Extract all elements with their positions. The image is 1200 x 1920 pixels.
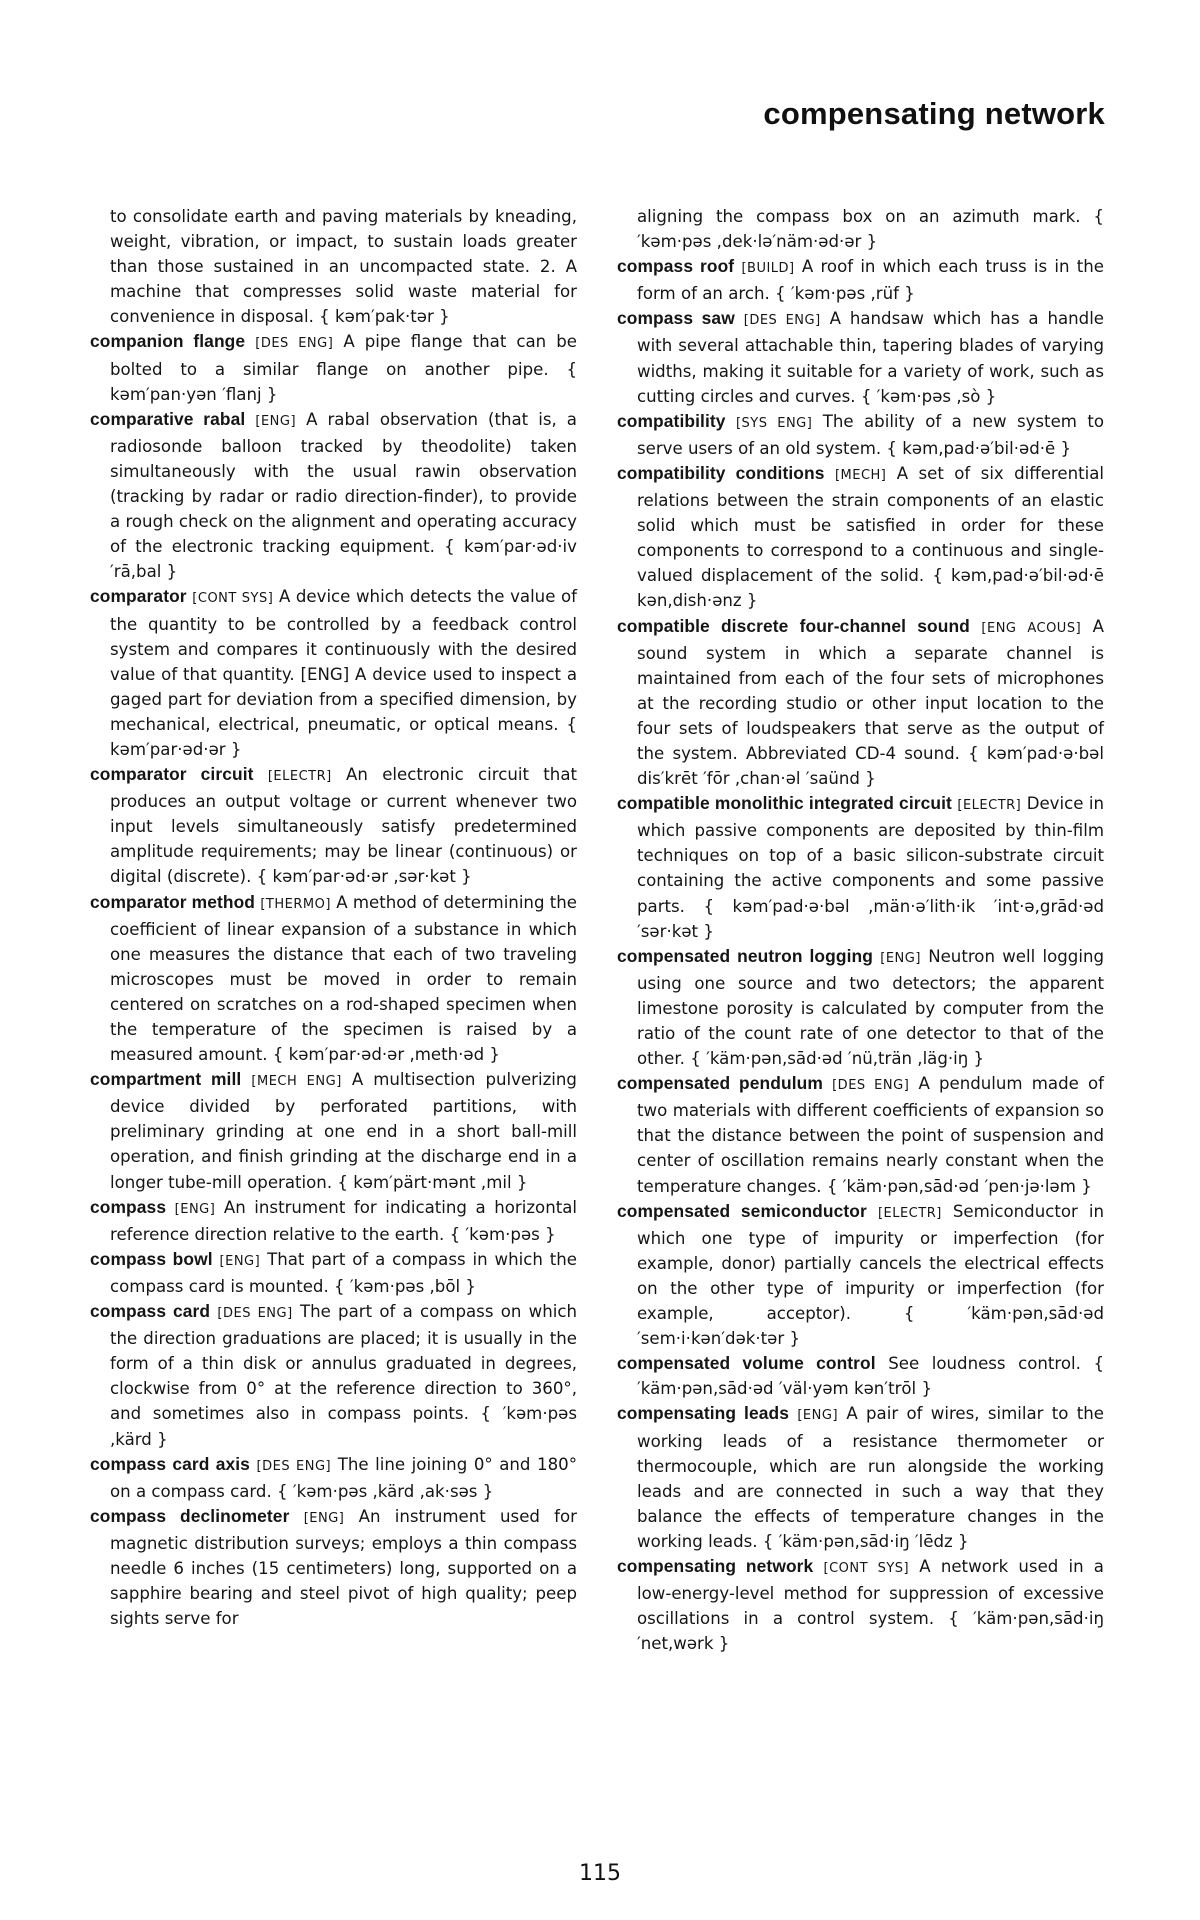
entry-term: comparator circuit: [90, 764, 254, 785]
page-number: 115: [579, 1861, 621, 1886]
entry-definition: A pendulum made of two materials with different coefficients of expansion so that the distance between the point of suspension and center of oscillation remains nearly constant when the temperature changes. { ′käm·pən,sād·əd ′pen·jə·ləm }: [637, 1074, 1105, 1196]
subject-tag: [CONT SYS]: [823, 1560, 910, 1576]
entry-term: compass bowl: [90, 1248, 213, 1269]
dictionary-entry: [617, 306, 1104, 408]
dictionary-entry: [90, 890, 577, 1068]
entry-term: compensated neutron logging: [617, 945, 873, 966]
dictionary-entry: [90, 1504, 577, 1631]
entry-term: compartment mill: [90, 1069, 242, 1090]
entry-definition: A device which detects the value of the quantity to be controlled by a feedback control system and compares it continuously with the desired value of that quantity. [ENG] A device used to inspect a gaged part for deviation from a specified dimension, by mechanical, electrical, pneumatic, or optical means. { kəm′par·əd·ər }: [110, 587, 578, 759]
dictionary-entry: [90, 762, 577, 889]
subject-tag: [DES ENG]: [743, 313, 821, 329]
subject-tag: [THERMO]: [260, 896, 331, 912]
entry-definition: Neutron well logging using one source and two detectors; the apparent limestone porosity is calculated by computer from the ratio of the count rate of one detector to that of the other. { ′käm·pən,sād·əd ′nü,trän ,läg·iŋ }: [637, 946, 1104, 1069]
entry-definition: A roof in which each truss is in the form of an arch. { ′kəm·pəs ,rüf }: [637, 257, 1105, 304]
entry-definition: That part of a compass in which the compass card is mounted. { ′kəm·pəs ,bōl }: [110, 1249, 577, 1296]
entry-term: compensated volume control: [617, 1353, 876, 1374]
entry-term: compass: [90, 1196, 167, 1217]
subject-tag: [ENG]: [219, 1253, 261, 1269]
entry-definition: A pipe flange that can be bolted to a similar flange on another pipe. { kəm′pan·yən ′flanj }: [110, 332, 577, 404]
entry-term: compass saw: [617, 308, 735, 329]
entry-definition: A sound system in which a separate channel is maintained from each of the four sets of microphones at the recording studio or other input location to the four sets of loudspeakers that serve as the output of the system. Abbreviated CD-4 sound. { kəm′pad·ə·bəl dis′krēt ′fōr ,chan·əl ′saünd }: [637, 616, 1105, 789]
left-column: [90, 204, 577, 1631]
entry-definition: A multisection pulverizing device divided by perforated partitions, with preliminary grinding at one end in a short ball-mill operation, and finish grinding at the discharge end in a longer tube-mill operation. { kəm′pärt·mənt ,mil }: [110, 1070, 577, 1192]
dictionary-entry: [90, 584, 577, 762]
entry-definition: The ability of a new system to serve users of an old system. { kəm,pad·ə′bil·əd·ē }: [637, 411, 1104, 458]
entry-definition: A network used in a low-energy-level method for suppression of excessive oscillations in a control system. { ′käm·pən,sād·iŋ ′net,wərk }: [637, 1556, 1104, 1654]
entry-definition: The line joining 0° and 180° on a compass card. { ′kəm·pəs ,kärd ,ak·səs }: [110, 1454, 578, 1501]
entry-term: compatible monolithic integrated circuit: [617, 793, 952, 814]
dictionary-entry: [90, 1195, 577, 1247]
entry-term: comparative rabal: [90, 408, 246, 429]
entry-term: compensating leads: [617, 1403, 790, 1424]
entry-definition: See loudness control. { ′käm·pən,sād·əd ′väl·yəm kən′trōl }: [637, 1354, 1105, 1399]
entry-term: compensating network: [617, 1555, 814, 1576]
entry-definition: aligning the compass box on an azimuth mark. { ′kəm·pəs ,dek·lə′näm·əd·ər }: [637, 207, 1104, 252]
entry-term: compass declinometer: [90, 1505, 290, 1526]
subject-tag: [ENG]: [880, 950, 921, 966]
dictionary-entry: [617, 461, 1104, 614]
entry-term: compass card: [90, 1301, 211, 1322]
dictionary-entry: [90, 407, 577, 585]
subject-tag: [ELECTR]: [957, 798, 1022, 814]
subject-tag: [ELECTR]: [877, 1205, 942, 1221]
dictionary-entry: [617, 1199, 1104, 1352]
subject-tag: [ELECTR]: [267, 769, 332, 785]
dictionary-entry: [617, 1401, 1104, 1554]
dictionary-entry: [617, 791, 1104, 944]
dictionary-entry: [617, 254, 1104, 306]
entry-definition: An instrument used for magnetic distribution surveys; employs a thin compass needle 6 inches (15 centimeters) long, supported on a sapphire bearing and steel pivot of high quality; peep sights serve for: [110, 1506, 577, 1629]
entry-definition: Device in which passive components are deposited by thin-film techniques on top of a basic silicon-substrate circuit containing the active components and some passive parts. { kəm′pad·ə·bəl ,män·ə′lith·ik ′int·ə,grād·əd ′sər·kət }: [637, 794, 1104, 941]
entry-term: compatibility conditions: [617, 462, 825, 483]
subject-tag: [MECH ENG]: [251, 1074, 342, 1090]
dictionary-entry: [90, 1452, 577, 1504]
entry-definition: to consolidate earth and paving materials by kneading, weight, vibration, or impact, to sustain loads greater than those sustained in an uncompacted state. 2. A machine that compresses solid waste material for convenience in disposal. { kəm′pak·tər }: [110, 207, 577, 327]
entry-term: comparator: [90, 586, 187, 607]
running-head: compensating network: [763, 96, 1105, 131]
dictionary-entry: [617, 1071, 1104, 1198]
dictionary-entry: [617, 1554, 1104, 1656]
entry-definition: An electronic circuit that produces an output voltage or current whenever two input levels simultaneously satisfy predetermined amplitude requirements; may be linear (continuous) or digital (discrete). { kəm′par·əd·ər ,sər·kət }: [110, 765, 577, 887]
entry-definition: An instrument for indicating a horizontal reference direction relative to the earth. { ′kəm·pəs }: [110, 1197, 577, 1244]
subject-tag: [DES ENG]: [255, 336, 334, 352]
subject-tag: [ENG]: [303, 1510, 345, 1526]
dictionary-entry: [617, 944, 1104, 1071]
entry-term: compass card axis: [90, 1453, 250, 1474]
entry-definition: A method of determining the coefficient of linear expansion of a substance in which one measures the distance that each of two traveling microscopes must be moved in order to remain centered on scratches on a rod-shaped specimen when the temperature of the specimen is raised by a measured amount. { kəm′par·əd·ər ,meth·əd }: [110, 892, 578, 1065]
dictionary-entry: [90, 1299, 577, 1452]
entry-term: comparator method: [90, 891, 256, 912]
subject-tag: [CONT SYS]: [192, 591, 274, 607]
subject-tag: [ENG]: [255, 413, 297, 429]
dictionary-entry: [617, 409, 1104, 461]
subject-tag: [MECH]: [834, 467, 887, 483]
right-column: [617, 204, 1104, 1656]
entry-definition: Semiconductor in which one type of impurity or imperfection (for example, donor) partially cancels the electrical effects on the other type of impurity or imperfection (for example, acceptor). { ′käm·pən,sād·əd ′sem·i·kən′dək·tər }: [637, 1201, 1105, 1349]
dictionary-entry: [90, 329, 577, 406]
entry-term: compensated semiconductor: [617, 1200, 867, 1221]
subject-tag: [ENG]: [797, 1408, 839, 1424]
dictionary-entry: [617, 1351, 1104, 1401]
entry-term: companion flange: [90, 331, 246, 352]
subject-tag: [DES ENG]: [217, 1306, 293, 1322]
subject-tag: [DES ENG]: [832, 1078, 910, 1094]
dictionary-entry: [617, 614, 1104, 792]
entry-definition: A set of six differential relations between the strain components of an elastic solid which must be satisfied in order for these components to correspond to a continuous and single-valued displacement of the solid. { kəm,pad·ə′bil·əd·ē kən,dish·ənz }: [637, 463, 1105, 611]
subject-tag: [BUILD]: [741, 261, 795, 277]
entry-continuation: [90, 204, 577, 329]
entry-continuation: [617, 204, 1104, 254]
dictionary-entry: [90, 1067, 577, 1194]
subject-tag: [DES ENG]: [256, 1458, 332, 1474]
entry-definition: A handsaw which has a handle with several attachable thin, tapering blades of varying widths, making it suitable for a variety of work, such as cutting circles and curves. { ′kəm·pəs ,sò }: [637, 309, 1105, 406]
entry-term: compass roof: [617, 256, 735, 277]
subject-tag: [ENG]: [174, 1201, 216, 1217]
entry-definition: A pair of wires, similar to the working leads of a resistance thermometer or thermocouple, which are run alongside the working leads and are connected in such a way that they balance the effects of temperature changes in the working leads. { ′käm·pən,sād·iŋ ′lēdz }: [637, 1404, 1105, 1551]
entry-definition: The part of a compass on which the direction graduations are placed; it is usually in the form of a thin disk or annulus graduated in degrees, clockwise from 0° at the reference direction to 360°, and sometimes also in compass points. { ′kəm·pəs ,kärd }: [110, 1302, 577, 1449]
subject-tag: [ENG ACOUS]: [981, 620, 1082, 636]
entry-term: compatibility: [617, 410, 726, 431]
dictionary-entry: [90, 1247, 577, 1299]
subject-tag: [SYS ENG]: [735, 415, 813, 431]
entry-term: compatible discrete four-channel sound: [617, 615, 970, 636]
entry-definition: A rabal observation (that is, a radiosonde balloon tracked by theodolite) taken simultaneously with the usual rawin observation (tracking by radar or radio direction-finder), to provide a rough check on the alignment and operating accuracy of the electronic tracking equipment. { kəm′par·əd·iv ′rā,bal }: [110, 409, 577, 582]
entry-term: compensated pendulum: [617, 1073, 823, 1094]
